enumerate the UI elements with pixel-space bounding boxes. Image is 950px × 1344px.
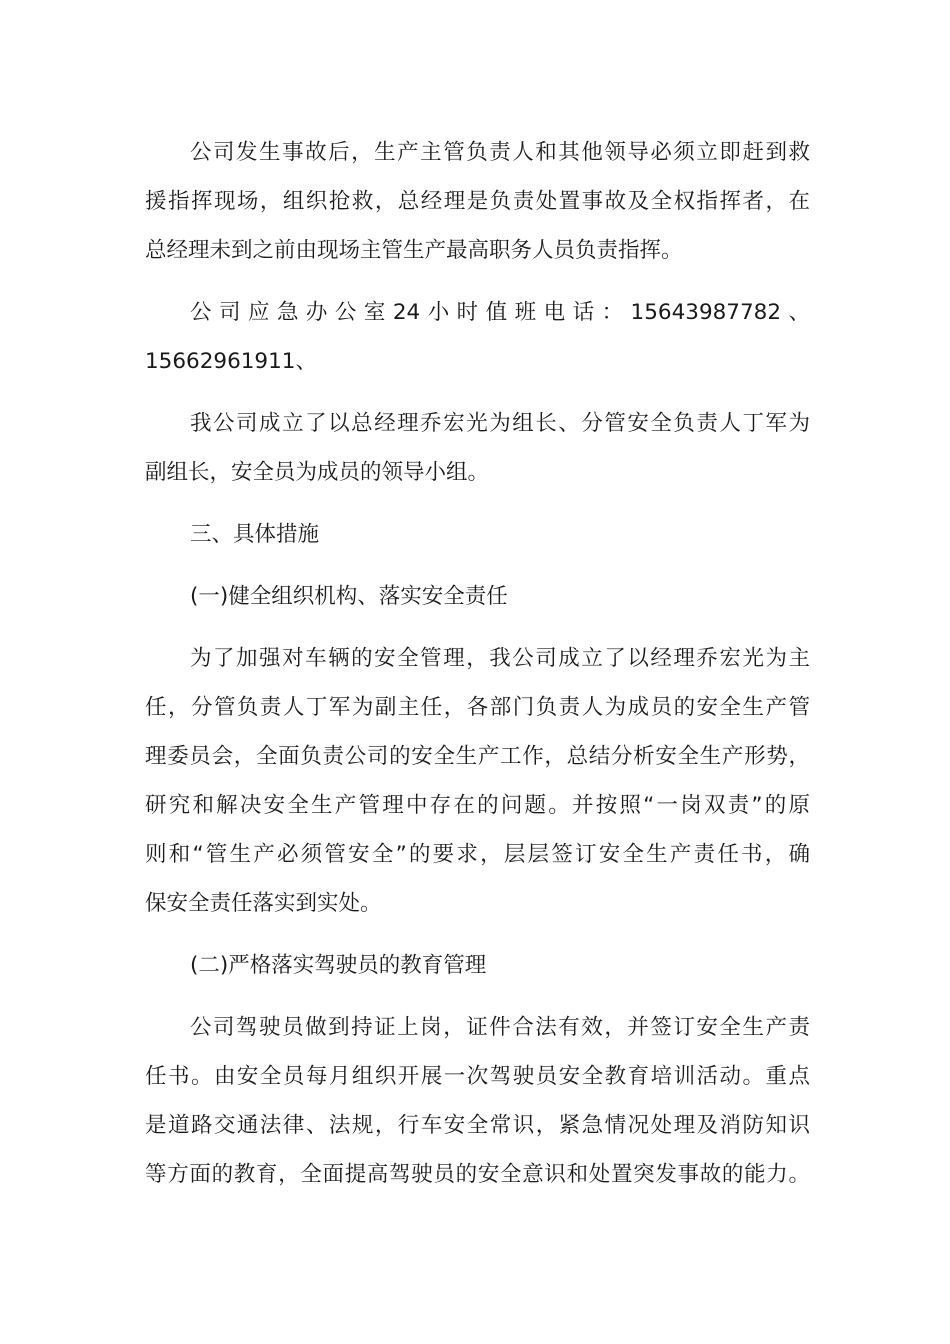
paragraph-4-line-6: 保安全责任落实到实处。 <box>145 891 382 916</box>
paragraph-5-line-3: 是道路交通法律、法规，行车安全常识，紧急情况处理及消防知识 <box>145 1113 810 1138</box>
paragraph-4-line-1: 为了加强对车辆的安全管理，我公司成立了以经理乔宏光为主 <box>190 646 810 671</box>
paragraph-4-line-3: 理委员会，全面负责公司的安全生产工作，总结分析安全生产形势， <box>145 744 810 769</box>
paragraph-1-line-1: 公司发生事故后，生产主管负责人和其他领导必须立即赶到救 <box>190 140 810 165</box>
paragraph-3-line-1: 我公司成立了以总经理乔宏光为组长、分管安全负责人丁军为 <box>190 411 810 436</box>
paragraph-1-line-2: 援指挥现场，组织抢救，总经理是负责处置事故及全权指挥者，在 <box>145 189 810 214</box>
section-heading: 三、具体措施 <box>190 522 320 547</box>
paragraph-4-line-2: 任，分管负责人丁军为副主任，各部门负责人为成员的安全生产管 <box>145 695 810 720</box>
paragraph-3-line-2: 副组长，安全员为成员的领导小组。 <box>145 460 490 485</box>
paragraph-5-line-1: 公司驾驶员做到持证上岗，证件合法有效，并签订安全生产责 <box>190 1015 810 1040</box>
subsection-heading-2: (二)严格落实驾驶员的教育管理 <box>190 953 487 978</box>
paragraph-4-line-5: 则和“管生产必须管安全”的要求，层层签订安全生产责任书，确 <box>145 842 810 867</box>
paragraph-5-line-4: 等方面的教育，全面提高驾驶员的安全意识和处置突发事故的能力。 <box>145 1162 810 1187</box>
paragraph-2-line-1: 公司应急办公室24小时值班电话：15643987782、 <box>190 300 810 325</box>
paragraph-4-line-4: 研究和解决安全生产管理中存在的问题。并按照“一岗双责”的原 <box>145 793 810 818</box>
paragraph-2-line-2: 15662961911、 <box>145 349 317 374</box>
subsection-heading-1: (一)健全组织机构、落实安全责任 <box>190 584 508 609</box>
paragraph-5-line-2: 任书。由安全员每月组织开展一次驾驶员安全教育培训活动。重点 <box>145 1064 810 1089</box>
paragraph-1-line-3: 总经理未到之前由现场主管生产最高职务人员负责指挥。 <box>145 238 683 263</box>
